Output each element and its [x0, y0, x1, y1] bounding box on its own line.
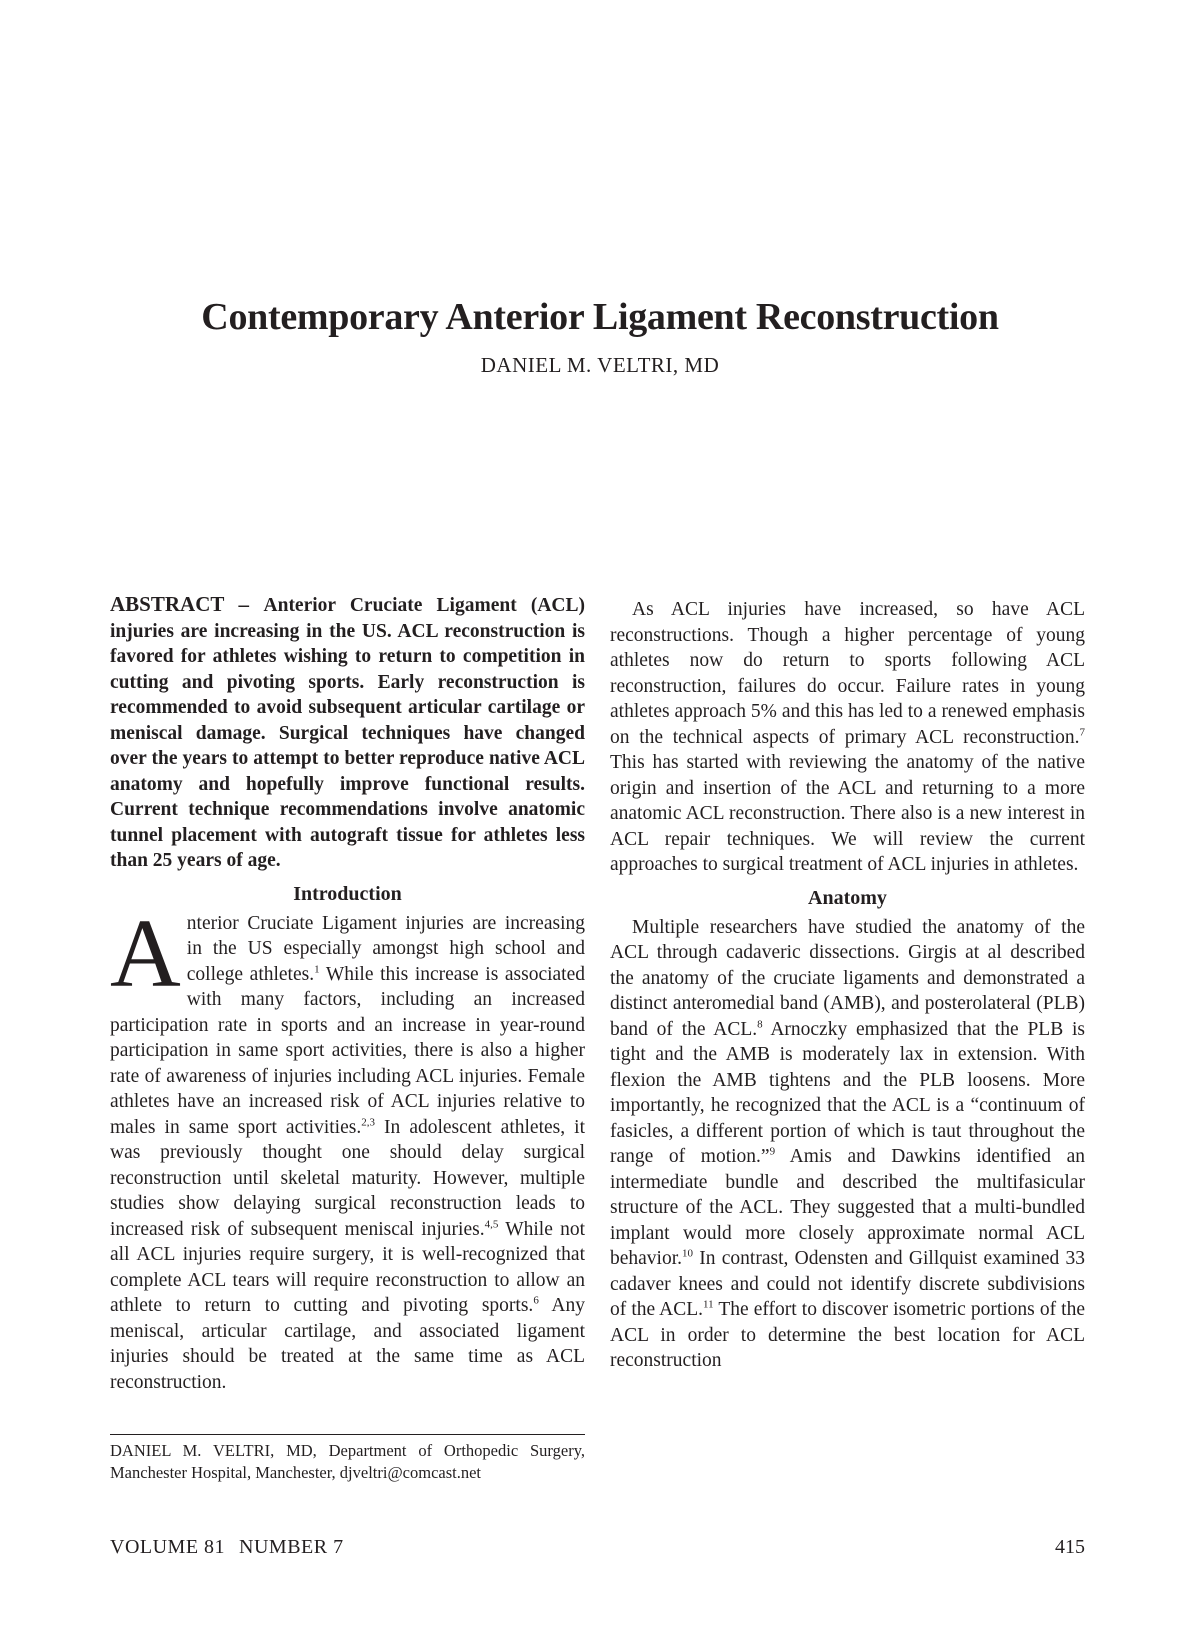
citation: 7	[1079, 726, 1085, 738]
volume-label: VOLUME 81	[110, 1536, 226, 1558]
anatomy-heading: Anatomy	[808, 886, 887, 909]
right-column	[610, 592, 1085, 1374]
introduction-heading: Introduction	[293, 882, 402, 905]
introduction-paragraph-2: As ACL injuries have increased, so have ACL reconstructions. Though a higher percentage of young athletes now do return to sports following ACL reconstruction, failures do occur. Failure rates in young athletes approach 5% and this has led to a renewed emphasis on the technical aspects of primary ACL reconstruction.$^7$ This has started with reviewing the anatomy of the native origin and insertion of the ACL and returning to a more anatomic ACL reconstruction. There also is a new interest in ACL repair techniques. We will review the current approaches to surgical treatment of ACL injuries in athletes.	[610, 599, 1085, 875]
footnote-divider	[110, 1434, 585, 1435]
introduction-paragraph-1: Anterior Cruciate Ligament injuries are increasing in the US especially amongst high school and college athletes.$^1$ While this increase is associated with many factors, including an increased participation rate in sports and an increase in year-round participation in same sport activities, there is also a higher rate of awareness of injuries including ACL injuries. Female athletes have an increased risk of ACL injuries relative to males in same sport activities.$^{2,3}$ In adolescent athletes, it was previously thought one should delay surgical reconstruction until skeletal maturity. However, multiple studies show delaying surgical reconstruction leads to increased risk of subsequent meniscal injuries.$^{4,5}$ While not all ACL injuries require surgery, it is well-recognized that complete ACL tears will require reconstruction to allow an athlete to return to cutting and pivoting sports.$^6$ Any meniscal, articular cartilage, and associated ligament injuries should be treated at the same time as ACL reconstruction.	[110, 899, 586, 1393]
citation: 2,3	[361, 1116, 375, 1128]
anatomy-paragraph: Multiple researchers have studied the anatomy of the ACL through cadaveric dissections. Girgis at al described the anatomy of the cruciate ligaments and demonstrated a distinct anteromedial band (AMB), and posterolateral (PLB) band of the ACL.$^8$ Arnoczky emphasized that the PLB is tight and the AMB is moderately lax in extension. With flexion the AMB tightens and the PLB loosens. More importantly, he recognized that the ACL is a “continuum of fasicles, a different portion of which is taut throughout the range of motion.”$^9$ Amis and Dawkins identified an intermediate bundle and described the multifasicular structure of the ACL. They suggested that a multi-bundled implant would more closely approximate normal ACL behavior.$^{10}$ In contrast, Odensten and Gillquist examined 33 cadaver knees and could not identify discrete subdivisions of the ACL.$^{11}$ The effort to discover isometric portions of the ACL in order to determine the best location for ACL reconstruction	[610, 916, 1085, 1371]
author-footnote: DANIEL M. VELTRI, MD, Department of Orthopedic Surgery, Manchester Hospital, Manchester, djveltri@comcast.net	[110, 1441, 585, 1482]
number-label: NUMBER 7	[239, 1536, 344, 1558]
left-column	[110, 592, 585, 1395]
article-author: DANIEL M. VELTRI, MD	[480, 353, 720, 377]
abstract	[110, 592, 585, 874]
abstract-label: ABSTRACT –	[110, 592, 264, 616]
journal-issue	[110, 1536, 358, 1559]
title-block	[0, 294, 1200, 378]
citation: 8	[757, 1018, 763, 1030]
citation: 9	[769, 1145, 776, 1158]
drop-cap: A	[110, 899, 181, 1008]
citation: 1	[314, 963, 320, 975]
abstract-text: Anterior Cruciate Ligament (ACL) injuries are increasing in the US. ACL reconstruction is favored for athletes wishing to return to competition in cutting and pivoting sports. Early reconstruction is recommended to avoid subsequent articular cartilage or meniscal damage. Surgical techniques have changed over the years to attempt to better reproduce native ACL anatomy and hopefully improve functional results. Current technique recommendations involve anatomic tunnel placement with autograft tissue for athletes less than 25 years of age.	[110, 595, 586, 871]
citation: 10	[682, 1247, 694, 1260]
article-title: Contemporary Anterior Ligament Reconstruction	[201, 296, 999, 338]
citation: 6	[533, 1294, 539, 1307]
citation: 4,5	[484, 1218, 499, 1230]
citation: 11	[703, 1298, 714, 1311]
page-number: 415	[1055, 1536, 1085, 1558]
